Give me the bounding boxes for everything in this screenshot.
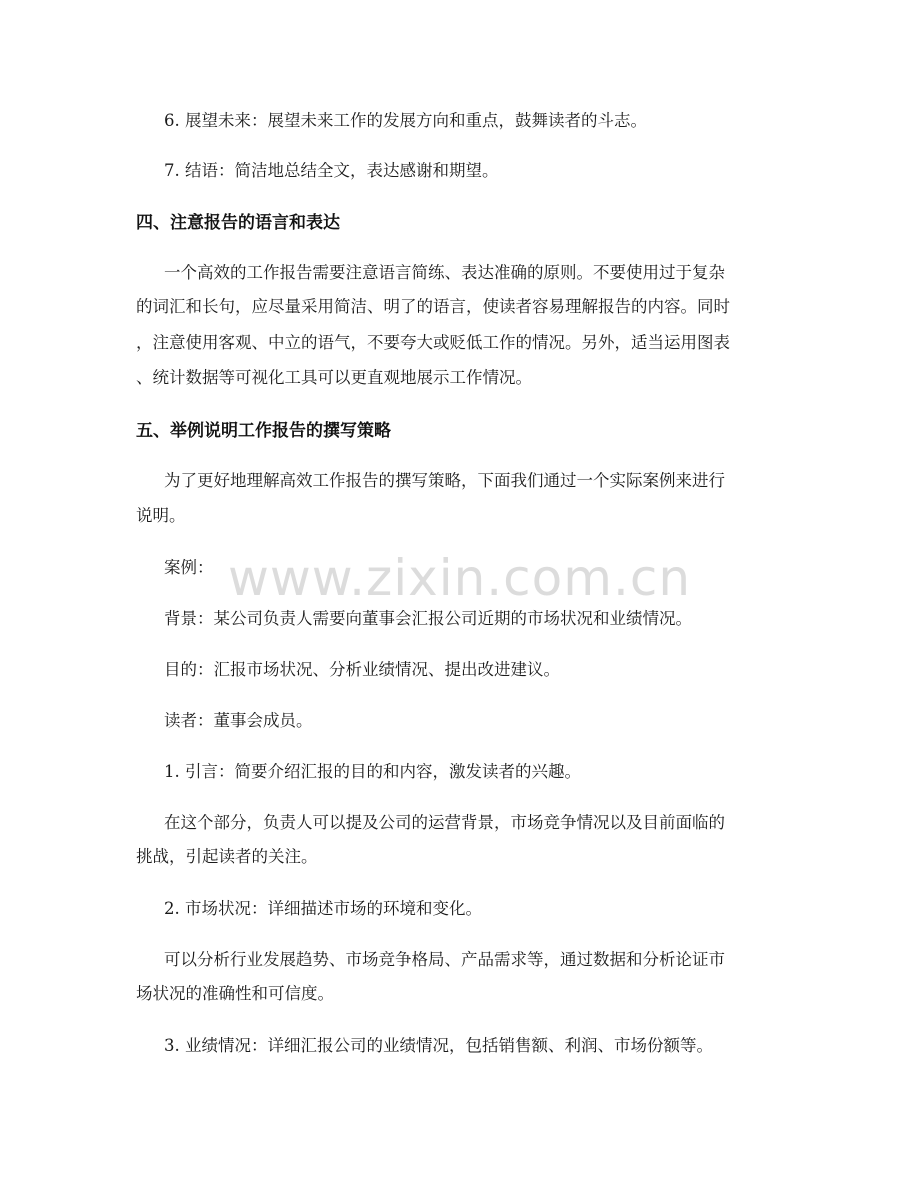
list-item-6: 6. 展望未来：展望未来工作的发展方向和重点，鼓舞读者的斗志。 xyxy=(164,111,647,130)
section-5-intro-line: 为了更好地理解高效工作报告的撰写策略，下面我们通过一个实际案例来进行 xyxy=(164,471,725,490)
section-4-paragraph-line: 一个高效的工作报告需要注意语言简练、表达准确的原则。不要使用过于复杂 xyxy=(164,263,725,282)
section-4-paragraph-line: 的词汇和长句，应尽量采用简洁、明了的语言，使读者容易理解报告的内容。同时 xyxy=(136,297,730,316)
step-2: 2. 市场状况：详细描述市场的环境和变化。 xyxy=(164,899,482,918)
section-4-heading: 四、注意报告的语言和表达 xyxy=(136,213,340,233)
step-3: 3. 业绩情况：详细汇报公司的业绩情况，包括销售额、利润、市场份额等。 xyxy=(164,1036,713,1055)
step-1-detail-line: 在这个部分，负责人可以提及公司的运营背景，市场竞争情况以及目前面临的 xyxy=(164,813,725,832)
step-2-detail-line: 可以分析行业发展趋势、市场竞争格局、产品需求等，通过数据和分析论证市 xyxy=(164,950,725,969)
case-background: 背景：某公司负责人需要向董事会汇报公司近期的市场状况和业绩情况。 xyxy=(164,609,692,628)
watermark: www.zixin.com.cn xyxy=(228,549,692,607)
step-2-detail-line: 场状况的准确性和可信度。 xyxy=(136,984,334,1003)
list-item-7: 7. 结语：简洁地总结全文，表达感谢和期望。 xyxy=(164,161,499,180)
case-label: 案例： xyxy=(164,558,214,577)
section-4-paragraph-line: ，注意使用客观、中立的语气，不要夸大或贬低工作的情况。另外，适当运用图表 xyxy=(136,333,730,352)
case-readers: 读者：董事会成员。 xyxy=(164,711,313,730)
section-5-heading: 五、举例说明工作报告的撰写策略 xyxy=(136,421,391,441)
case-purpose: 目的：汇报市场状况、分析业绩情况、提出改进建议。 xyxy=(164,660,560,679)
step-1-detail-line: 挑战，引起读者的关注。 xyxy=(136,847,318,866)
step-1: 1. 引言：简要介绍汇报的目的和内容，激发读者的兴趣。 xyxy=(164,762,581,781)
section-4-paragraph-line: 、统计数据等可视化工具可以更直观地展示工作情况。 xyxy=(136,368,532,387)
section-5-intro-line: 说明。 xyxy=(136,506,186,525)
